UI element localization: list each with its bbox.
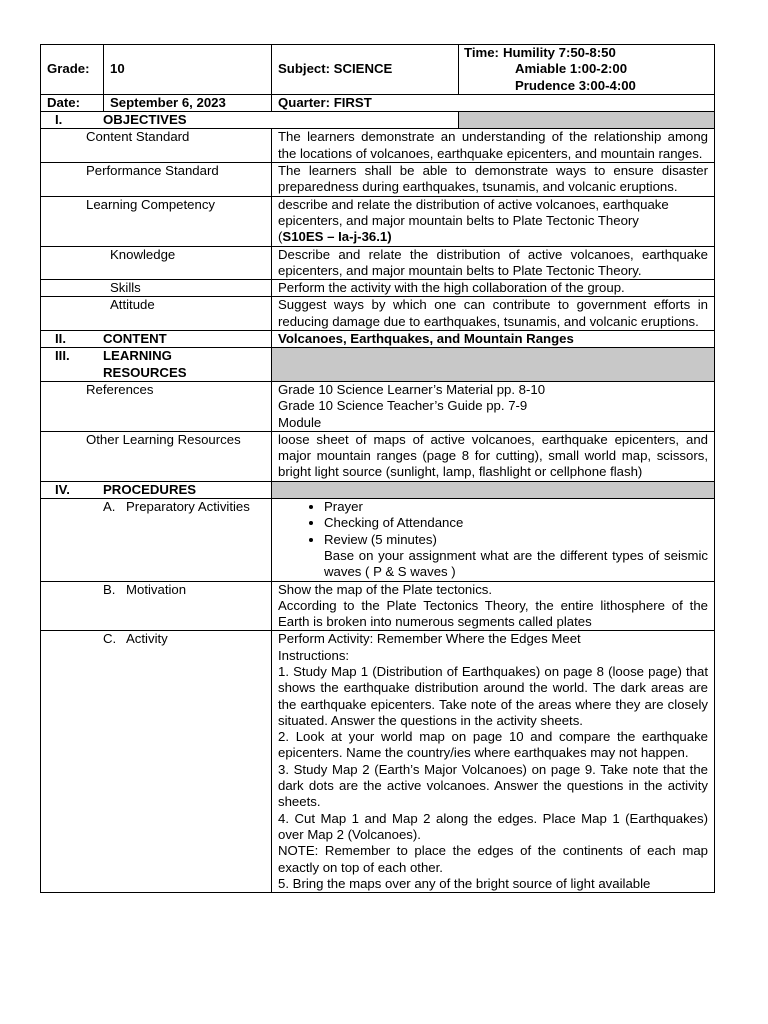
item-label: Motivation (126, 581, 187, 597)
row-label: Knowledge (41, 246, 272, 280)
row-text: Describe and relate the distribution of active volcanoes, earthquake epicenters, and major mountain belts to Plate Tectonic Theory. (272, 246, 715, 280)
subject: Subject: SCIENCE (272, 45, 459, 95)
bullet-item: • Prayer (324, 499, 708, 515)
item-label: Activity (126, 631, 168, 647)
row-label (41, 581, 272, 631)
section-learning-resources (41, 348, 715, 382)
row-label: Skills (41, 280, 272, 297)
section-number: II. (55, 331, 66, 347)
section-heading (41, 112, 459, 129)
bullet-item: • Checking of Attendance (324, 515, 708, 531)
date-label: Date: (41, 94, 104, 111)
activity-line: 1. Study Map 1 (Distribution of Earthquakes) on page 8 (loose page) that shows the earthquake distribution around the world. The dark areas are the earthquake epicenters. Take note of the areas where they are closely situated. Answer the questions in the activity sheets. (278, 663, 708, 728)
row-label (41, 499, 272, 581)
section-procedures (41, 481, 715, 498)
lesson-plan-body (40, 128, 715, 893)
section-number: I. (55, 112, 63, 128)
header-row-date (41, 94, 715, 111)
shaded-cell (459, 112, 715, 129)
section-title: LEARNING RESOURCES (103, 348, 187, 380)
section-heading (41, 331, 272, 348)
row-skills (41, 280, 715, 297)
grade-value: 10 (104, 45, 272, 95)
row-content-standard (41, 129, 715, 163)
row-text: Perform the activity with the high collaboration of the group. (272, 280, 715, 297)
motivation-line: According to the Plate Tectonics Theory, the entire lithosphere of the Earth is broken into numerous segments called plates (278, 597, 708, 630)
reference-item: Grade 10 Science Teacher’s Guide pp. 7-9 (278, 398, 528, 414)
row-label: Attitude (41, 297, 272, 331)
row-label: Learning Competency (41, 196, 272, 246)
row-text: Suggest ways by which one can contribute to government efforts in reducing damage due to earthquakes, tsunamis, and volcanic eruptions. (272, 297, 715, 331)
row-text: describe and relate the distribution of active volcanoes, earthquake epicenters, and major mountain belts to Plate Tectonic Theory (278, 196, 669, 228)
section-number: IV. (55, 481, 70, 497)
row-activity (41, 631, 715, 893)
reference-item: Grade 10 Science Learner’s Material pp. 8-10 (278, 381, 546, 397)
row-knowledge (41, 246, 715, 280)
section-heading (41, 481, 272, 498)
item-letter: C. (103, 631, 117, 647)
row-references (41, 381, 715, 431)
activity-line: 2. Look at your world map on page 10 and compare the earthquake epicenters. Name the country/ies where earthquakes may not happen. (278, 729, 708, 761)
row-label: Other Learning Resources (41, 431, 272, 481)
preparatory-list (272, 499, 715, 581)
section-title: OBJECTIVES (103, 112, 187, 128)
row-label: Content Standard (41, 129, 272, 163)
bullet-item: • Review (5 minutes) (324, 532, 708, 548)
item-letter: B. (103, 581, 116, 597)
grade-label: Grade: (41, 45, 104, 95)
row-attitude (41, 297, 715, 331)
date-value: September 6, 2023 (104, 94, 272, 111)
section-number: III. (55, 348, 70, 364)
lesson-plan-document (40, 44, 714, 893)
activity-text (272, 631, 715, 893)
quarter: Quarter: FIRST (272, 94, 715, 111)
activity-line: 4. Cut Map 1 and Map 2 along the edges. Place Map 1 (Earthquakes) over Map 2 (Volcanoes). (278, 810, 708, 842)
time-slot-2: Amiable 1:00-2:00 (514, 61, 628, 77)
competency-code-open: ( (278, 229, 283, 245)
references-list (272, 381, 715, 431)
time-slot-3: Prudence 3:00-4:00 (514, 77, 636, 93)
reference-item: Module (278, 414, 322, 430)
section-objectives (41, 112, 715, 129)
item-label: Preparatory Activities (126, 499, 250, 515)
shaded-cell (272, 481, 715, 498)
row-performance-standard (41, 163, 715, 197)
content-topic: Volcanoes, Earthquakes, and Mountain Ranges (272, 331, 715, 348)
item-letter: A. (103, 499, 116, 515)
competency-code: S10ES – Ia-j-36.1) (282, 229, 392, 245)
activity-line: Perform Activity: Remember Where the Edges Meet (278, 631, 581, 647)
row-text: loose sheet of maps of active volcanoes, earthquake epicenters, and major mountain ranges (page 8 for cutting), small world map, scissors, bright light source (sunlight, lamp, flashlight or cellphone flash) (272, 431, 715, 481)
motivation-text (272, 581, 715, 631)
activity-line: Instructions: (278, 647, 350, 663)
row-text-block (272, 196, 715, 246)
activity-line: 3. Study Map 2 (Earth’s Major Volcanoes) on page 9. Take note that the dark dots are the active volcanoes. Answer the questions in the activity sheets. (278, 761, 708, 810)
motivation-line: Show the map of the Plate tectonics. (278, 581, 493, 597)
section-content (41, 331, 715, 348)
time-slot-1: Humility 7:50-8:50 (502, 45, 616, 60)
row-other-resources (41, 431, 715, 481)
row-motivation (41, 581, 715, 631)
row-label: Performance Standard (41, 163, 272, 197)
row-learning-competency (41, 196, 715, 246)
time-label: Time: (464, 45, 499, 60)
row-text: The learners shall be able to demonstrate ways to ensure disaster preparedness during earthquakes, tsunamis, and volcanic eruptions. (272, 163, 715, 197)
activity-line: 5. Bring the maps over any of the bright source of light available (278, 875, 651, 891)
lesson-plan-table (40, 44, 715, 129)
activity-line: NOTE: Remember to place the edges of the continents of each map exactly on top of each other. (278, 843, 708, 875)
header-row-grade (41, 45, 715, 95)
row-preparatory-activities (41, 499, 715, 581)
row-text: The learners demonstrate an understanding of the relationship among the locations of volcanoes, earthquake epicenters, and mountain ranges. (272, 129, 715, 163)
time-schedule (459, 45, 715, 95)
shaded-cell (272, 348, 715, 382)
row-label: References (41, 381, 272, 431)
section-title: CONTENT (103, 331, 167, 347)
row-label (41, 631, 272, 893)
section-heading (41, 348, 272, 382)
section-title: PROCEDURES (103, 481, 197, 497)
review-note: Base on your assignment what are the different types of seismic waves ( P & S waves ) (324, 547, 708, 580)
